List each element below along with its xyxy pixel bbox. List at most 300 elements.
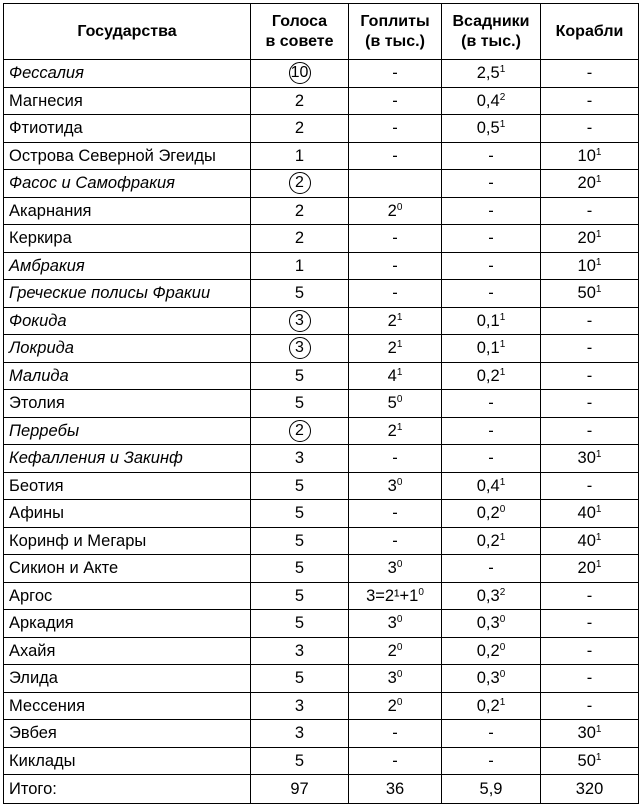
table-row <box>4 445 639 473</box>
hoplites-cell <box>349 555 442 583</box>
hoplites-value: 2 <box>387 696 397 715</box>
ships-superscript: 1 <box>595 174 602 185</box>
table-row <box>4 362 639 390</box>
table-row <box>4 197 639 225</box>
table-row <box>4 665 639 693</box>
votes-value: 5 <box>294 586 305 605</box>
state-name: Перребы <box>4 417 251 445</box>
hoplites-value: 3 <box>387 476 397 495</box>
circled-votes: 3 <box>289 337 311 359</box>
votes-value: 5 <box>294 614 305 632</box>
hoplites-value: - <box>392 64 398 82</box>
cavalry-value: 0,3 <box>476 586 500 605</box>
votes-value: 1 <box>294 146 305 165</box>
cavalry-cell <box>442 610 541 638</box>
cavalry-cell <box>442 527 541 555</box>
ships-value: 50 <box>577 751 596 770</box>
state-name: Фтиотида <box>4 115 251 143</box>
ships-cell <box>541 692 639 720</box>
council-table <box>3 3 639 804</box>
hoplites-value: 3 <box>387 559 397 577</box>
ships-value: - <box>586 339 593 357</box>
cavalry-value: 2,5 <box>476 64 500 82</box>
votes-cell <box>251 142 349 170</box>
cavalry-superscript: 1 <box>499 64 506 75</box>
cavalry-value: - <box>488 284 494 302</box>
votes-cell <box>251 692 349 720</box>
hoplites-value: - <box>392 724 398 742</box>
hoplites-cell <box>349 582 442 610</box>
cavalry-value: 0,3 <box>476 614 500 632</box>
ships-cell <box>541 527 639 555</box>
cavalry-cell <box>442 720 541 748</box>
ships-cell <box>541 555 639 583</box>
circled-votes: 2 <box>289 172 311 194</box>
table-row <box>4 280 639 308</box>
ships-cell <box>541 390 639 418</box>
ships-cell <box>541 197 639 225</box>
hoplites-cell <box>349 115 442 143</box>
hoplites-cell <box>349 170 442 198</box>
votes-cell <box>251 500 349 528</box>
hoplites-cell <box>349 472 442 500</box>
ships-cell <box>541 142 639 170</box>
hoplites-superscript: 0 <box>396 669 403 680</box>
table-row <box>4 527 639 555</box>
state-name: Эвбея <box>4 720 251 748</box>
ships-value: 10 <box>577 146 596 165</box>
hoplites-value: - <box>392 504 398 522</box>
table-row <box>4 390 639 418</box>
state-name: Беотия <box>4 472 251 500</box>
cavalry-superscript: 1 <box>499 696 506 708</box>
hoplites-cell <box>349 692 442 720</box>
ships-value: - <box>586 394 593 412</box>
header-votes: Голоса в совете <box>251 4 349 60</box>
hoplites-cell <box>349 87 442 115</box>
votes-cell <box>251 417 349 445</box>
ships-cell <box>541 252 639 280</box>
cavalry-value: - <box>488 146 494 165</box>
hoplites-superscript: 0 <box>396 559 403 570</box>
votes-cell <box>251 307 349 335</box>
cavalry-value: - <box>488 751 494 770</box>
ships-superscript: 1 <box>595 229 602 240</box>
ships-cell <box>541 445 639 473</box>
state-name: Элида <box>4 665 251 693</box>
hoplites-value: 3 <box>387 614 397 632</box>
hoplites-superscript: 0 <box>396 641 403 653</box>
ships-superscript: 1 <box>595 146 602 158</box>
ships-value: - <box>586 476 593 495</box>
ships-value: - <box>586 201 593 220</box>
votes-cell <box>251 610 349 638</box>
ships-value: 20 <box>577 174 596 192</box>
table-row <box>4 142 639 170</box>
votes-value: 5 <box>294 476 305 495</box>
votes-cell <box>251 170 349 198</box>
ships-cell <box>541 417 639 445</box>
header-cavalry: Всадники (в тыс.) <box>442 4 541 60</box>
cavalry-value: 0,2 <box>476 366 500 385</box>
hoplites-superscript: 1 <box>396 366 403 378</box>
cavalry-value: 0,5 <box>476 119 500 137</box>
hoplites-value: - <box>392 751 398 770</box>
hoplites-superscript: 1 <box>396 421 403 433</box>
votes-cell <box>251 747 349 775</box>
votes-cell <box>251 115 349 143</box>
votes-value: 5 <box>294 751 305 770</box>
hoplites-cell <box>349 527 442 555</box>
ships-cell <box>541 747 639 775</box>
state-name: Амбракия <box>4 252 251 280</box>
state-name: Афины <box>4 500 251 528</box>
hoplites-superscript: 0 <box>396 201 403 213</box>
ships-superscript: 1 <box>595 751 602 763</box>
ships-superscript: 1 <box>595 284 602 295</box>
table-row <box>4 87 639 115</box>
table-row <box>4 555 639 583</box>
cavalry-value: - <box>488 394 494 412</box>
hoplites-value: 4 <box>387 366 397 385</box>
cavalry-value: 0,2 <box>476 504 500 522</box>
votes-cell <box>251 280 349 308</box>
ships-cell <box>541 335 639 363</box>
cavalry-cell <box>442 500 541 528</box>
table-row <box>4 225 639 253</box>
ships-value: - <box>586 614 593 632</box>
votes-value: 5 <box>294 669 305 687</box>
cavalry-cell <box>442 170 541 198</box>
circled-votes: 3 <box>289 310 311 332</box>
ships-value: 10 <box>577 256 596 275</box>
ships-value: - <box>586 669 593 687</box>
ships-value: - <box>586 421 593 440</box>
ships-cell <box>541 582 639 610</box>
ships-cell <box>541 472 639 500</box>
table-row <box>4 582 639 610</box>
ships-superscript: 1 <box>595 504 602 515</box>
cavalry-superscript: 2 <box>499 91 506 103</box>
circled-votes: 2 <box>289 420 311 442</box>
hoplites-cell <box>349 362 442 390</box>
cavalry-cell <box>442 637 541 665</box>
state-name: Керкира <box>4 225 251 253</box>
hoplites-cell <box>349 280 442 308</box>
table-row <box>4 307 639 335</box>
hoplites-value: - <box>392 146 398 165</box>
votes-value: 5 <box>294 504 305 522</box>
cavalry-cell <box>442 335 541 363</box>
hoplites-cell <box>349 500 442 528</box>
ships-cell <box>541 280 639 308</box>
votes-cell <box>251 335 349 363</box>
hoplites-cell <box>349 390 442 418</box>
state-name: Сикион и Акте <box>4 555 251 583</box>
circled-votes: 10 <box>289 62 311 84</box>
state-name: Коринф и Мегары <box>4 527 251 555</box>
table-row <box>4 692 639 720</box>
table-row <box>4 60 639 88</box>
votes-value: 5 <box>294 394 305 412</box>
table-row <box>4 115 639 143</box>
cavalry-value: - <box>488 559 494 577</box>
cavalry-cell <box>442 142 541 170</box>
cavalry-superscript: 1 <box>499 531 506 543</box>
ships-cell <box>541 610 639 638</box>
votes-cell <box>251 582 349 610</box>
hoplites-superscript: 0 <box>396 476 403 488</box>
ships-cell <box>541 87 639 115</box>
hoplites-superscript: 0 <box>396 696 403 708</box>
ships-cell <box>541 60 639 88</box>
total-votes: 97 <box>251 775 349 804</box>
votes-value: 5 <box>294 284 305 302</box>
cavalry-superscript: 0 <box>499 614 506 625</box>
cavalry-value: 0,3 <box>476 669 500 687</box>
table-row <box>4 500 639 528</box>
cavalry-cell <box>442 225 541 253</box>
table-row <box>4 637 639 665</box>
table-row <box>4 170 639 198</box>
cavalry-cell <box>442 472 541 500</box>
votes-value: 5 <box>294 366 305 385</box>
ships-value: 40 <box>577 504 596 522</box>
votes-value: 3 <box>294 641 305 660</box>
hoplites-cell <box>349 142 442 170</box>
ships-cell <box>541 225 639 253</box>
ships-cell <box>541 720 639 748</box>
hoplites-cell <box>349 665 442 693</box>
votes-cell <box>251 665 349 693</box>
hoplites-value: 5 <box>387 394 397 412</box>
ships-value: 20 <box>577 229 596 247</box>
votes-cell <box>251 197 349 225</box>
ships-cell <box>541 637 639 665</box>
ships-value: - <box>586 696 593 715</box>
votes-cell <box>251 87 349 115</box>
header-ships: Корабли <box>541 4 639 60</box>
total-hoplites: 36 <box>349 775 442 804</box>
table-row <box>4 417 639 445</box>
hoplites-value: 2 <box>387 339 397 357</box>
header-state: Государства <box>4 4 251 60</box>
cavalry-cell <box>442 582 541 610</box>
hoplites-superscript: 0 <box>418 586 424 598</box>
votes-cell <box>251 362 349 390</box>
total-ships: 320 <box>541 775 639 804</box>
state-name: Малида <box>4 362 251 390</box>
votes-cell <box>251 472 349 500</box>
hoplites-value: 2 <box>387 201 397 220</box>
hoplites-cell <box>349 335 442 363</box>
hoplites-value: - <box>392 531 398 550</box>
state-name: Фокида <box>4 307 251 335</box>
ships-superscript: 1 <box>595 724 602 735</box>
state-name: Магнесия <box>4 87 251 115</box>
ships-value: - <box>586 586 593 605</box>
hoplites-value: 2 <box>387 641 397 660</box>
cavalry-value: 0,1 <box>476 339 500 357</box>
hoplites-cell <box>349 417 442 445</box>
cavalry-cell <box>442 252 541 280</box>
table-row <box>4 610 639 638</box>
hoplites-value: 2 <box>387 421 397 440</box>
hoplites-value: - <box>392 284 398 302</box>
table-row <box>4 335 639 363</box>
cavalry-superscript: 2 <box>499 586 506 598</box>
hoplites-value: 3 <box>387 669 397 687</box>
cavalry-value: - <box>488 724 494 742</box>
votes-value: 1 <box>294 256 305 275</box>
table-row <box>4 747 639 775</box>
ships-cell <box>541 170 639 198</box>
ships-cell <box>541 115 639 143</box>
total-label: Итого: <box>4 775 251 804</box>
cavalry-cell <box>442 747 541 775</box>
ships-value: 40 <box>577 531 596 550</box>
cavalry-superscript: 0 <box>499 504 506 515</box>
ships-value: - <box>586 366 593 385</box>
ships-value: 50 <box>577 284 596 302</box>
hoplites-cell <box>349 747 442 775</box>
header-row <box>4 4 639 60</box>
cavalry-cell <box>442 417 541 445</box>
votes-cell <box>251 390 349 418</box>
cavalry-cell <box>442 665 541 693</box>
cavalry-value: 0,2 <box>476 696 500 715</box>
cavalry-superscript: 1 <box>499 366 506 378</box>
ships-superscript: 1 <box>595 256 602 268</box>
ships-value: 30 <box>577 724 596 742</box>
votes-cell <box>251 527 349 555</box>
cavalry-cell <box>442 307 541 335</box>
hoplites-value: 3=2¹+1 <box>366 586 419 605</box>
ships-cell <box>541 500 639 528</box>
ships-value: - <box>586 91 593 110</box>
ships-value: - <box>586 119 593 137</box>
hoplites-cell <box>349 445 442 473</box>
hoplites-superscript: 0 <box>396 394 403 405</box>
cavalry-superscript: 1 <box>499 339 506 350</box>
hoplites-value: 2 <box>387 311 397 330</box>
votes-cell <box>251 637 349 665</box>
hoplites-superscript: 1 <box>396 339 403 350</box>
cavalry-value: - <box>488 201 494 220</box>
votes-value: 3 <box>294 724 305 742</box>
votes-value: 5 <box>294 531 305 550</box>
table-row <box>4 472 639 500</box>
cavalry-value: - <box>488 174 494 192</box>
state-name: Аргос <box>4 582 251 610</box>
votes-value: 2 <box>294 119 305 137</box>
cavalry-cell <box>442 280 541 308</box>
cavalry-cell <box>442 445 541 473</box>
cavalry-superscript: 1 <box>499 119 506 130</box>
total-row <box>4 775 639 804</box>
state-name: Ахайя <box>4 637 251 665</box>
votes-value: 2 <box>294 91 305 110</box>
hoplites-value: - <box>392 91 398 110</box>
votes-cell <box>251 60 349 88</box>
cavalry-value: 0,1 <box>476 311 500 330</box>
header-hoplites: Гоплиты (в тыс.) <box>349 4 442 60</box>
cavalry-value: - <box>488 449 494 467</box>
cavalry-cell <box>442 197 541 225</box>
cavalry-value: 0,4 <box>476 476 500 495</box>
state-name: Острова Северной Эгеиды <box>4 142 251 170</box>
cavalry-value: 0,4 <box>476 91 500 110</box>
cavalry-cell <box>442 115 541 143</box>
cavalry-superscript: 1 <box>499 311 506 323</box>
ships-value: - <box>586 311 593 330</box>
cavalry-cell <box>442 390 541 418</box>
state-name: Киклады <box>4 747 251 775</box>
cavalry-cell <box>442 692 541 720</box>
cavalry-cell <box>442 60 541 88</box>
votes-value: 3 <box>294 696 305 715</box>
hoplites-cell <box>349 225 442 253</box>
votes-value: 3 <box>294 449 305 467</box>
hoplites-cell <box>349 610 442 638</box>
ships-cell <box>541 307 639 335</box>
hoplites-superscript: 1 <box>396 311 403 323</box>
hoplites-cell <box>349 197 442 225</box>
ships-superscript: 1 <box>595 449 602 460</box>
cavalry-value: 0,2 <box>476 641 500 660</box>
hoplites-cell <box>349 60 442 88</box>
ships-value: 20 <box>577 559 596 577</box>
hoplites-superscript: 0 <box>396 614 403 625</box>
cavalry-value: - <box>488 229 494 247</box>
ships-cell <box>541 362 639 390</box>
state-name: Мессения <box>4 692 251 720</box>
votes-cell <box>251 252 349 280</box>
hoplites-cell <box>349 637 442 665</box>
hoplites-value: - <box>392 119 398 137</box>
state-name: Кефалления и Закинф <box>4 445 251 473</box>
cavalry-cell <box>442 362 541 390</box>
cavalry-cell <box>442 555 541 583</box>
hoplites-value: - <box>392 256 398 275</box>
state-name: Локрида <box>4 335 251 363</box>
ships-value: 30 <box>577 449 596 467</box>
votes-value: 2 <box>294 201 305 220</box>
ships-value: - <box>586 641 593 660</box>
votes-value: 5 <box>294 559 305 577</box>
votes-cell <box>251 720 349 748</box>
total-cavalry: 5,9 <box>442 775 541 804</box>
state-name: Фасос и Самофракия <box>4 170 251 198</box>
state-name: Аркадия <box>4 610 251 638</box>
hoplites-cell <box>349 252 442 280</box>
cavalry-superscript: 0 <box>499 669 506 680</box>
hoplites-value: - <box>392 449 398 467</box>
hoplites-value: - <box>392 229 398 247</box>
votes-cell <box>251 225 349 253</box>
cavalry-superscript: 1 <box>499 476 506 488</box>
hoplites-cell <box>349 720 442 748</box>
ships-value: - <box>586 64 593 82</box>
votes-cell <box>251 555 349 583</box>
table-row <box>4 720 639 748</box>
cavalry-value: - <box>488 421 494 440</box>
state-name: Акарнания <box>4 197 251 225</box>
cavalry-cell <box>442 87 541 115</box>
state-name: Греческие полисы Фракии <box>4 280 251 308</box>
cavalry-superscript: 0 <box>499 641 506 653</box>
cavalry-value: - <box>488 256 494 275</box>
